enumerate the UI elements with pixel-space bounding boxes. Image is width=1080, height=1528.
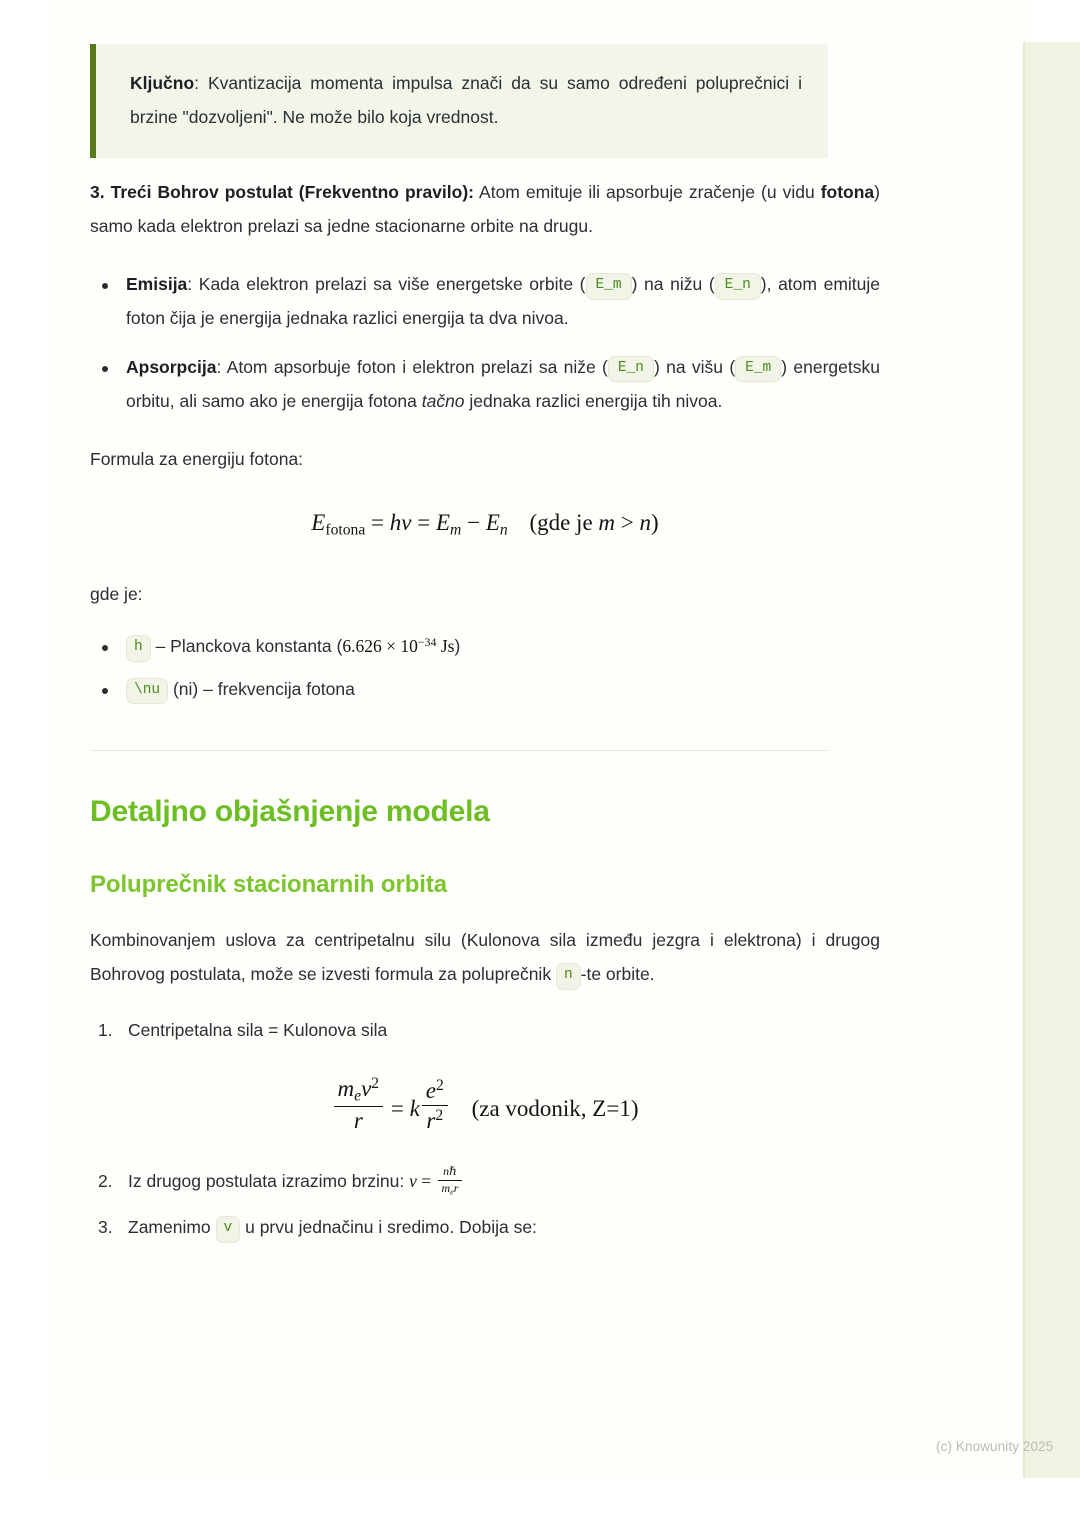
formula-note-open: (gde je <box>529 509 599 535</box>
lhs-numerator <box>334 1075 384 1106</box>
mass-subscript: e <box>450 1187 454 1197</box>
formula-note-n: n <box>639 509 652 535</box>
code-badge-em: E_m <box>735 356 781 383</box>
absorption-seg3: ) energetsku orbitu, ali samo ako je energija fotona <box>126 356 880 411</box>
formula-hv: hv <box>389 509 412 535</box>
third-postulate-heading: 3. Treći Bohrov postulat (Frekventno pravilo): <box>90 182 474 202</box>
velocity-eq: = <box>421 1170 432 1191</box>
planck-text-before: – Planckova konstanta ( <box>150 636 343 657</box>
velocity-numerator <box>438 1165 463 1179</box>
velocity-fraction <box>438 1165 463 1196</box>
step-2-text <box>128 1164 880 1198</box>
list-item <box>90 672 880 706</box>
radius-symbol: r <box>353 1108 363 1134</box>
list-item <box>90 1013 880 1047</box>
formula-eq1: = <box>371 509 385 535</box>
planck-exponent: −34 <box>417 635 437 650</box>
code-badge-h: h <box>126 635 151 662</box>
formula-Em: E <box>435 509 451 535</box>
absorption-seg1: : Atom apsorbuje foton i elektron prelazi sa niže ( <box>216 356 608 377</box>
planck-base: 10 <box>400 636 418 657</box>
section-divider <box>90 750 828 751</box>
formula-intro: Formula za energiju fotona: <box>90 448 304 469</box>
force-eq: = <box>390 1096 404 1122</box>
step-3-text <box>128 1210 880 1244</box>
planck-text-after: ) <box>454 636 461 657</box>
key-point-callout <box>90 44 828 158</box>
rhs-fraction <box>422 1077 448 1134</box>
callout-text <box>130 66 802 134</box>
callout-body: : Kvantizacija momenta impulsa znači da su samo određeni poluprečnici i brzine "dozvoljeni". Ne može bilo koja vrednost. <box>130 73 802 128</box>
planck-number: 6.626 <box>342 636 382 657</box>
charge-symbol: e <box>425 1078 437 1104</box>
emission-seg3: ), atom emituje foton čija je energija jednaka razlici energija ta dva nivoa. <box>126 274 881 329</box>
third-postulate-part1: Atom emituje ili apsorbuje zračenje (u vidu <box>474 182 821 202</box>
quantum-number: n <box>443 1164 450 1179</box>
third-postulate-part2: ) samo kada elektron prelazi sa jedne stacionarne orbite na drugu. <box>90 182 880 237</box>
hbar-symbol: ℏ <box>449 1164 457 1179</box>
where-list <box>90 629 880 705</box>
planck-unit: Js <box>436 636 455 657</box>
radius-symbol: r <box>426 1108 436 1134</box>
formula-note-close: ) <box>651 509 659 535</box>
force-formula-note: (za vodonik, Z=1) <box>471 1096 639 1122</box>
velocity-exponent: 2 <box>371 1075 380 1092</box>
where-label: gde je: <box>90 584 143 605</box>
step-3-after: u prvu jednačinu i sredimo. Dobija se: <box>240 1216 537 1237</box>
velocity-symbol: v <box>409 1170 417 1191</box>
step-1-text: Centripetalna sila = Kulonova sila <box>128 1019 388 1040</box>
planck-times: × <box>381 636 401 657</box>
formula-En-sub: n <box>499 521 508 539</box>
emission-seg2: ) na nižu ( <box>631 274 715 295</box>
rhs-denominator <box>422 1105 448 1134</box>
step-number: 2. <box>98 1170 113 1191</box>
derivation-steps <box>90 1013 880 1047</box>
absorption-term: Apsorpcija <box>126 356 217 377</box>
absorption-seg4: jednaka razlici energija tih nivoa. <box>464 390 723 411</box>
velocity-symbol: v <box>361 1076 372 1102</box>
code-badge-em: E_m <box>586 273 632 300</box>
planck-constant-item <box>126 629 880 663</box>
step-number: 3. <box>98 1216 113 1237</box>
velocity-denominator <box>438 1180 463 1196</box>
mass-symbol: m <box>441 1180 451 1195</box>
emission-text <box>126 267 880 335</box>
transition-bullet-list <box>90 267 880 418</box>
formula-minus: − <box>467 509 481 535</box>
formula-E-sub: fotona <box>325 521 366 539</box>
formula-eq2: = <box>417 509 431 535</box>
formula-E: E <box>311 509 326 535</box>
nu-text: (ni) – frekvencija fotona <box>168 678 355 699</box>
mass-symbol: m <box>337 1076 355 1102</box>
third-postulate-emphasis: fotona <box>820 182 875 202</box>
lhs-denominator <box>334 1106 384 1134</box>
step-number: 1. <box>98 1019 113 1040</box>
charge-exponent: 2 <box>436 1077 444 1095</box>
document-page <box>48 0 1054 1478</box>
code-badge-n: n <box>556 963 581 990</box>
third-postulate-paragraph <box>90 175 880 243</box>
formula-note-gt: > <box>615 509 640 535</box>
subsection-heading: Poluprečnik stacionarnih orbita <box>90 870 447 898</box>
formula-En: E <box>485 509 500 535</box>
page-side-panel <box>1023 42 1080 1478</box>
absorption-text <box>126 350 880 418</box>
rhs-numerator <box>422 1077 448 1105</box>
radius-paragraph <box>90 923 880 991</box>
list-item <box>90 350 880 418</box>
code-badge-nu: \nu <box>126 678 168 705</box>
nu-item <box>126 672 880 706</box>
radius-paragraph-part1: Kombinovanjem uslova za centripetalnu silu (Kulonova sila između jezgra i elektrona) i drugog Bohrovog postulata, može se izvesti formula za poluprečnik <box>90 929 880 984</box>
step-3-before: Zamenimo <box>128 1216 216 1237</box>
copyright-watermark: (c) Knowunity 2025 <box>936 1439 1054 1454</box>
mass-subscript: e <box>354 1087 362 1105</box>
step-2-label: Iz drugog postulata izrazimo brzinu: <box>128 1170 410 1191</box>
photon-energy-formula <box>90 510 880 539</box>
callout-label: Ključno <box>130 73 195 93</box>
formula-Em-sub: m <box>450 521 462 539</box>
planck-value <box>342 636 454 656</box>
list-item <box>90 267 880 335</box>
derivation-steps-continued <box>90 1164 880 1244</box>
formula-note <box>529 510 658 535</box>
code-badge-en: E_n <box>608 356 654 383</box>
section-heading: Detaljno objašnjenje modela <box>90 794 490 828</box>
list-item <box>90 1210 880 1244</box>
emission-term: Emisija <box>126 274 188 295</box>
radius-exponent: 2 <box>435 1106 444 1124</box>
code-badge-v: v <box>216 1216 241 1243</box>
radius-symbol: r <box>453 1180 459 1195</box>
formula-note-m: m <box>598 509 616 535</box>
emission-seg1: : Kada elektron prelazi sa više energetske orbite ( <box>187 274 586 295</box>
document-body <box>90 175 880 1248</box>
list-item <box>90 629 880 663</box>
lhs-fraction <box>334 1075 384 1134</box>
velocity-expression <box>409 1164 464 1197</box>
absorption-italic: tačno <box>421 390 465 411</box>
centripetal-coulomb-formula <box>90 1075 880 1134</box>
coulomb-k: k <box>409 1096 420 1122</box>
code-badge-en: E_n <box>715 273 761 300</box>
radius-paragraph-part2: -te orbite. <box>580 963 655 984</box>
absorption-seg2: ) na višu ( <box>653 356 736 377</box>
list-item <box>90 1164 880 1198</box>
